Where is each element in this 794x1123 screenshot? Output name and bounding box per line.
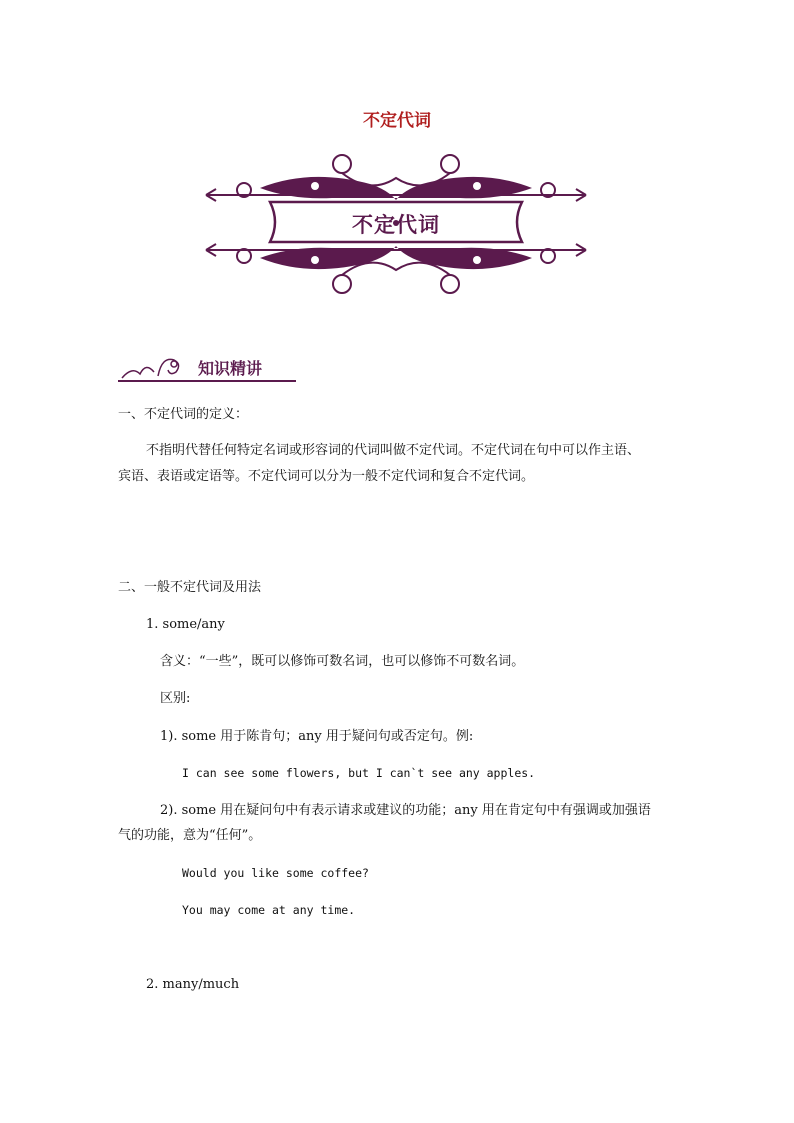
example-2: Would you like some coffee? [182,866,369,880]
difference-label: 区别: [160,691,191,706]
usage-heading: 二、一般不定代词及用法 [118,580,262,595]
banner-title: 不定代词 [352,212,440,237]
page-title: 不定代词 [363,111,431,131]
definition-line-1: 不指明代替任何特定名词或形容词的代词叫做不定代词。不定代词在句中可以作主语、 [146,443,641,458]
definition-heading: 一、不定代词的定义： [118,407,249,422]
example-1: I can see some flowers, but I can`t see any apples. [182,766,536,780]
section-label: 知识精讲 [198,359,263,378]
rule-1: 1). some 用于陈肯句；any 用于疑问句或否定句。例: [160,729,474,744]
rule-2-line-1: 2). some 用在疑问句中有表示请求或建议的功能；any 用在肯定句中有强调或加强语 [160,803,651,818]
rule-2-line-2: 气的功能，意为“任何”。 [118,828,262,843]
item-1-heading: 1. some/any [146,617,225,632]
meaning-line: 含义：“一些”，既可以修饰可数名词，也可以修饰不可数名词。 [160,654,525,669]
example-3: You may come at any time. [182,903,356,917]
item-2-heading: 2. many/much [146,977,240,992]
definition-line-2: 宾语、表语或定语等。不定代词可以分为一般不定代词和复合不定代词。 [118,469,535,484]
